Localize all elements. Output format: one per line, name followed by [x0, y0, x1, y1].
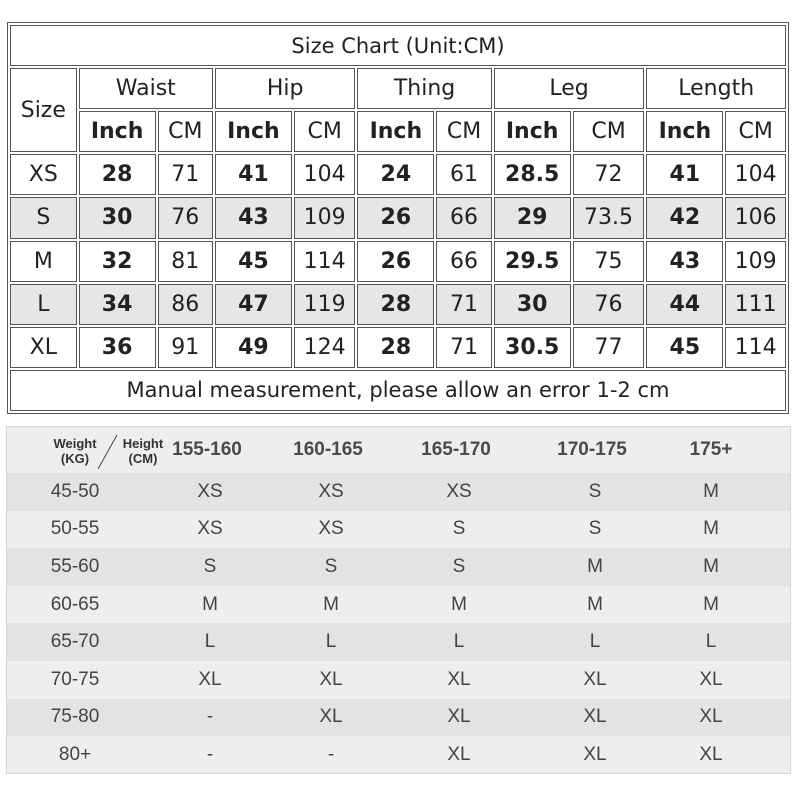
cell-value: 114 — [294, 241, 356, 282]
size-recommendation: S — [203, 555, 217, 577]
weight-range: 60-65 — [50, 593, 100, 615]
cell-value: 26 — [357, 197, 434, 238]
wh-header-row — [7, 427, 790, 473]
weight-range: 55-60 — [50, 555, 100, 577]
cell-value: 47 — [215, 284, 292, 325]
unit-header-inch: Inch — [215, 111, 292, 152]
size-recommendation: L — [204, 631, 216, 653]
size-recommendation: M — [323, 593, 339, 615]
measurement-note: Manual measurement, please allow an error 1-2 cm — [10, 370, 786, 411]
size-recommendation: M — [202, 593, 218, 615]
group-header-hip: Hip — [215, 68, 355, 109]
size-label: XS — [10, 154, 77, 195]
size-recommendation: XL — [447, 706, 471, 728]
size-label: L — [10, 284, 77, 325]
size-header: Size — [10, 68, 77, 152]
cell-value: 36 — [79, 327, 156, 368]
cell-value: 30 — [494, 284, 571, 325]
size-recommendation: L — [589, 631, 601, 653]
weight-label — [51, 436, 99, 466]
size-recommendation: M — [587, 593, 603, 615]
size-recommendation: XS — [446, 480, 472, 502]
height-range: 170-175 — [557, 439, 627, 460]
group-header-length: Length — [646, 68, 786, 109]
table-row — [7, 661, 790, 699]
size-recommendation: XS — [197, 480, 223, 502]
height-label-text: Height — [122, 436, 164, 451]
cell-value: 71 — [158, 154, 213, 195]
size-recommendation: XL — [198, 668, 222, 690]
cell-value: 32 — [79, 241, 156, 282]
cell-value: 81 — [158, 241, 213, 282]
cell-value: 104 — [294, 154, 356, 195]
cell-value: 45 — [646, 327, 723, 368]
cell-value: 30.5 — [494, 327, 571, 368]
size-recommendation: XS — [318, 518, 344, 540]
height-range: 175+ — [689, 439, 733, 460]
height-range: 165-170 — [421, 439, 491, 460]
unit-header-inch: Inch — [357, 111, 434, 152]
cell-value: 119 — [294, 284, 356, 325]
size-recommendation: XL — [319, 706, 343, 728]
cell-value: 75 — [573, 241, 645, 282]
size-recommendation: S — [588, 480, 602, 502]
size-recommendation: M — [587, 555, 603, 577]
weight-range: 75-80 — [50, 706, 100, 728]
cell-value: 72 — [573, 154, 645, 195]
size-recommendation: XL — [447, 668, 471, 690]
size-recommendation: - — [206, 743, 214, 765]
size-chart-title: Size Chart (Unit:CM) — [10, 25, 786, 66]
cell-value: 66 — [436, 241, 491, 282]
weight-unit-text: (KG) — [60, 451, 90, 466]
table-row — [10, 154, 786, 195]
size-recommendation: M — [703, 593, 719, 615]
group-header-leg: Leg — [494, 68, 645, 109]
cell-value: 109 — [725, 241, 786, 282]
cell-value: 43 — [215, 197, 292, 238]
height-range: 160-165 — [293, 439, 363, 460]
cell-value: 106 — [725, 197, 786, 238]
weight-height-chart — [6, 426, 791, 774]
cell-value: 86 — [158, 284, 213, 325]
cell-value: 104 — [725, 154, 786, 195]
cell-value: 24 — [357, 154, 434, 195]
size-recommendation: XL — [583, 706, 607, 728]
size-recommendation: S — [452, 518, 466, 540]
cell-value: 44 — [646, 284, 723, 325]
size-recommendation: - — [206, 706, 214, 728]
size-recommendation: M — [703, 480, 719, 502]
table-row — [7, 473, 790, 511]
table-row — [7, 586, 790, 624]
cell-value: 77 — [573, 327, 645, 368]
weight-range: 80+ — [58, 743, 92, 765]
cell-value: 26 — [357, 241, 434, 282]
cell-value: 28 — [357, 284, 434, 325]
cell-value: 71 — [436, 327, 491, 368]
unit-header-inch: Inch — [79, 111, 156, 152]
cell-value: 28 — [357, 327, 434, 368]
size-recommendation: XL — [699, 668, 723, 690]
cell-value: 41 — [646, 154, 723, 195]
cell-value: 114 — [725, 327, 786, 368]
cell-value: 45 — [215, 241, 292, 282]
cell-value: 71 — [436, 284, 491, 325]
size-recommendation: XL — [699, 706, 723, 728]
weight-range: 50-55 — [50, 518, 100, 540]
unit-header-inch: Inch — [646, 111, 723, 152]
size-recommendation: - — [327, 743, 335, 765]
cell-value: 28.5 — [494, 154, 571, 195]
size-label: S — [10, 197, 77, 238]
size-recommendation: S — [588, 518, 602, 540]
size-recommendation: XL — [319, 668, 343, 690]
size-recommendation: XL — [583, 743, 607, 765]
height-range: 155-160 — [172, 439, 242, 460]
unit-header-cm: CM — [725, 111, 786, 152]
unit-header-inch: Inch — [494, 111, 571, 152]
cell-value: 41 — [215, 154, 292, 195]
unit-header-cm: CM — [436, 111, 491, 152]
table-row — [7, 548, 790, 586]
cell-value: 28 — [79, 154, 156, 195]
weight-range: 65-70 — [50, 631, 100, 653]
cell-value: 43 — [646, 241, 723, 282]
weight-label-text: Weight — [53, 436, 97, 451]
cell-value: 124 — [294, 327, 356, 368]
size-recommendation: XS — [197, 518, 223, 540]
size-recommendation: XS — [318, 480, 344, 502]
cell-value: 61 — [436, 154, 491, 195]
size-recommendation: L — [453, 631, 465, 653]
size-recommendation: XL — [699, 743, 723, 765]
unit-header-cm: CM — [573, 111, 645, 152]
weight-height-corner — [7, 427, 167, 473]
table-row — [7, 699, 790, 737]
cell-value: 29.5 — [494, 241, 571, 282]
size-label: M — [10, 241, 77, 282]
size-recommendation: XL — [447, 743, 471, 765]
size-recommendation: M — [703, 518, 719, 540]
cell-value: 42 — [646, 197, 723, 238]
cell-value: 76 — [573, 284, 645, 325]
table-row — [10, 241, 786, 282]
table-row — [10, 327, 786, 368]
group-header-thing: Thing — [357, 68, 491, 109]
table-row — [7, 736, 790, 774]
table-row — [7, 623, 790, 661]
cell-value: 76 — [158, 197, 213, 238]
cell-value: 109 — [294, 197, 356, 238]
table-row — [10, 197, 786, 238]
size-recommendation: S — [452, 555, 466, 577]
size-chart-table — [7, 22, 789, 414]
cell-value: 111 — [725, 284, 786, 325]
size-recommendation: S — [324, 555, 338, 577]
size-recommendation: L — [705, 631, 717, 653]
unit-header-cm: CM — [294, 111, 356, 152]
size-label: XL — [10, 327, 77, 368]
weight-range: 70-75 — [50, 668, 100, 690]
unit-header-cm: CM — [158, 111, 213, 152]
cell-value: 29 — [494, 197, 571, 238]
size-recommendation: XL — [583, 668, 607, 690]
cell-value: 66 — [436, 197, 491, 238]
cell-value: 49 — [215, 327, 292, 368]
weight-range: 45-50 — [50, 480, 100, 502]
height-unit-text: (CM) — [128, 451, 158, 466]
size-recommendation: M — [703, 555, 719, 577]
table-row — [7, 511, 790, 549]
size-recommendation: M — [451, 593, 467, 615]
cell-value: 73.5 — [573, 197, 645, 238]
height-label — [119, 436, 167, 466]
size-recommendation: L — [325, 631, 337, 653]
cell-value: 34 — [79, 284, 156, 325]
cell-value: 91 — [158, 327, 213, 368]
cell-value: 30 — [79, 197, 156, 238]
diagonal-divider — [95, 433, 121, 471]
group-header-waist: Waist — [79, 68, 213, 109]
table-row — [10, 284, 786, 325]
